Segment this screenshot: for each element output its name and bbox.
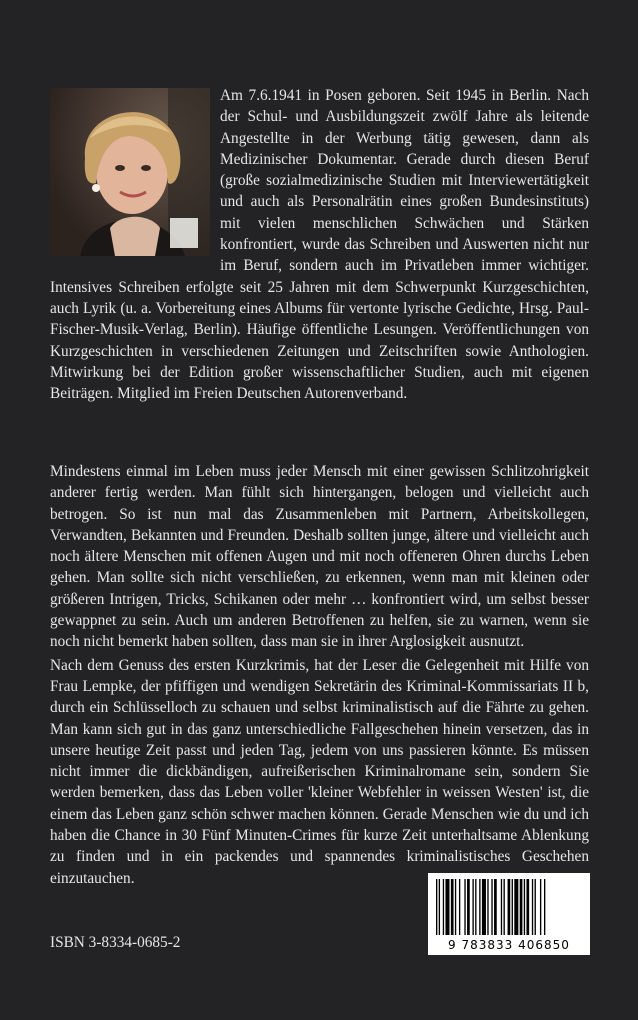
barcode-bar — [491, 879, 492, 935]
barcode-bar — [464, 879, 465, 935]
barcode-bar — [475, 879, 476, 935]
barcode-bar — [459, 879, 460, 935]
barcode-bar — [443, 879, 444, 935]
barcode-bar — [467, 879, 470, 935]
photo-spacer — [50, 85, 220, 263]
barcode-bar — [451, 879, 454, 935]
author-bio — [50, 85, 589, 404]
blurb-paragraph-2: Nach dem Genuss des ersten Kurzkrimis, hat der Leser die Gelegenheit mit Hilfe von Frau Lempke, der pfiffigen und wendigen Sekretärin des Kriminal-Kommissariats II b, durch ein Schlüsselloch zu schauen und selbst kriminalistisch auf die Fährte zu gehen. Man kann sich gut in das ganz unterschiedliche Fallgeschehen hinein versetzen, das in unsere heutige Zeit passt und jeden Tag, jedem von uns passieren könnte. Es müssen nicht immer die dickbändigen, aufreißerischen Kriminalromane sein, sondern Sie werden bemerken, dass das Leben voller 'kleiner Webfehler in weissen Westen' ist, die einem das Leben ganz schön schwer machen können. Gerade Menschen wie du und ich haben die Chance in 30 Fünf Minuten-Crimes für kurze Zeit unterhaltsame Ablenkung zu finden und in ein packendes und spannendes kriminalistisches Geschehen einzutauchen. — [50, 656, 589, 887]
barcode — [428, 873, 590, 955]
barcode-bar — [512, 879, 513, 935]
barcode-bar — [436, 879, 437, 935]
barcode-bar — [494, 879, 497, 935]
author-bio-text: Am 7.6.1941 in Posen geboren. Seit 1945 in Berlin. Nach der Schul- und Ausbildungszeit zwölf Jahre als leitende Angestellte in der Werbung tätig gewesen, dann als Medizinischer Dokumentar. Gerade durch diesen Beruf (große sozialmedizinische Studien mit Interviewertätigkeit und auch als Personalrätin eines großen Bundesinstituts) mit vielen menschlichen Schwächen und Stärken konfrontiert, wurde das Schreiben und Auswerten nicht nur im Beruf, sondern auch im Privatleben immer wichtiger. Intensives Schreiben erfolgte seit 25 Jahren mit dem Schwerpunkt Kurzgeschichten, auch Lyrik (u. a. Vorbereitung eines Albums für vertonte lyrische Gedichte, Hrsg. Paul-Fischer-Musik-Verlag, Berlin). Häufige öffentliche Lesungen. Veröffentlichungen von Kurzgeschichten in verschiedenen Zeitungen und Zeitschriften sowie Anthologien. Mitwirkung bei der Edition großer wissenschaftlicher Studien, auch mit eigenen Beiträgen. Mitglied im Freien Deutschen Autorenverband. — [50, 87, 589, 403]
barcode-bar — [455, 879, 456, 935]
barcode-bar — [526, 879, 529, 935]
barcode-bar — [501, 879, 502, 935]
barcode-bar — [544, 879, 545, 935]
ean-barcode-icon — [428, 873, 590, 939]
barcode-bar — [487, 879, 488, 935]
barcode-number: 9 783833 406850 — [448, 938, 570, 952]
barcode-bar — [535, 879, 536, 935]
barcode-bar — [445, 879, 449, 935]
barcode-bar — [520, 879, 523, 935]
barcode-bar — [439, 879, 440, 935]
isbn-label: ISBN 3-8334-0685-2 — [50, 934, 181, 951]
barcode-bar — [514, 879, 518, 935]
barcode-bar — [532, 879, 533, 935]
barcode-bar — [508, 879, 511, 935]
barcode-bar — [504, 879, 505, 935]
barcode-bar — [524, 879, 525, 935]
barcode-bar — [479, 879, 480, 935]
book-blurb — [50, 461, 589, 891]
barcode-bar — [472, 879, 473, 935]
barcode-bar — [482, 879, 486, 935]
barcode-bar — [540, 879, 541, 935]
blurb-paragraph-1: Mindestens einmal im Leben muss jeder Mensch mit einer gewissen Schlitzohrigkeit anderer fertig werden. Man fühlt sich hintergangen, belogen und vielleicht auch betrogen. So ist nun mal das Zusammenleben mit Partnern, Arbeitskollegen, Verwandten, Bekannten und Freunden. Deshalb sollten junge, ältere und vielleicht auch noch ältere Menschen mit offenen Augen und mit noch offeneren Ohren durchs Leben gehen. Man sollte sich nicht verschließen, zu erkennen, wenn man mit kleinen oder größeren Intrigen, Tricks, Schikanen oder mehr … konfrontiert wird, um selbst besser gewappnet zu sein. Auch um anderen Betroffenen zu helfen, sie zu warnen, wenn sie noch nicht bemerkt haben sollten, dass man sie in ihrer Arglosigkeit ausnutzt. — [50, 463, 589, 651]
